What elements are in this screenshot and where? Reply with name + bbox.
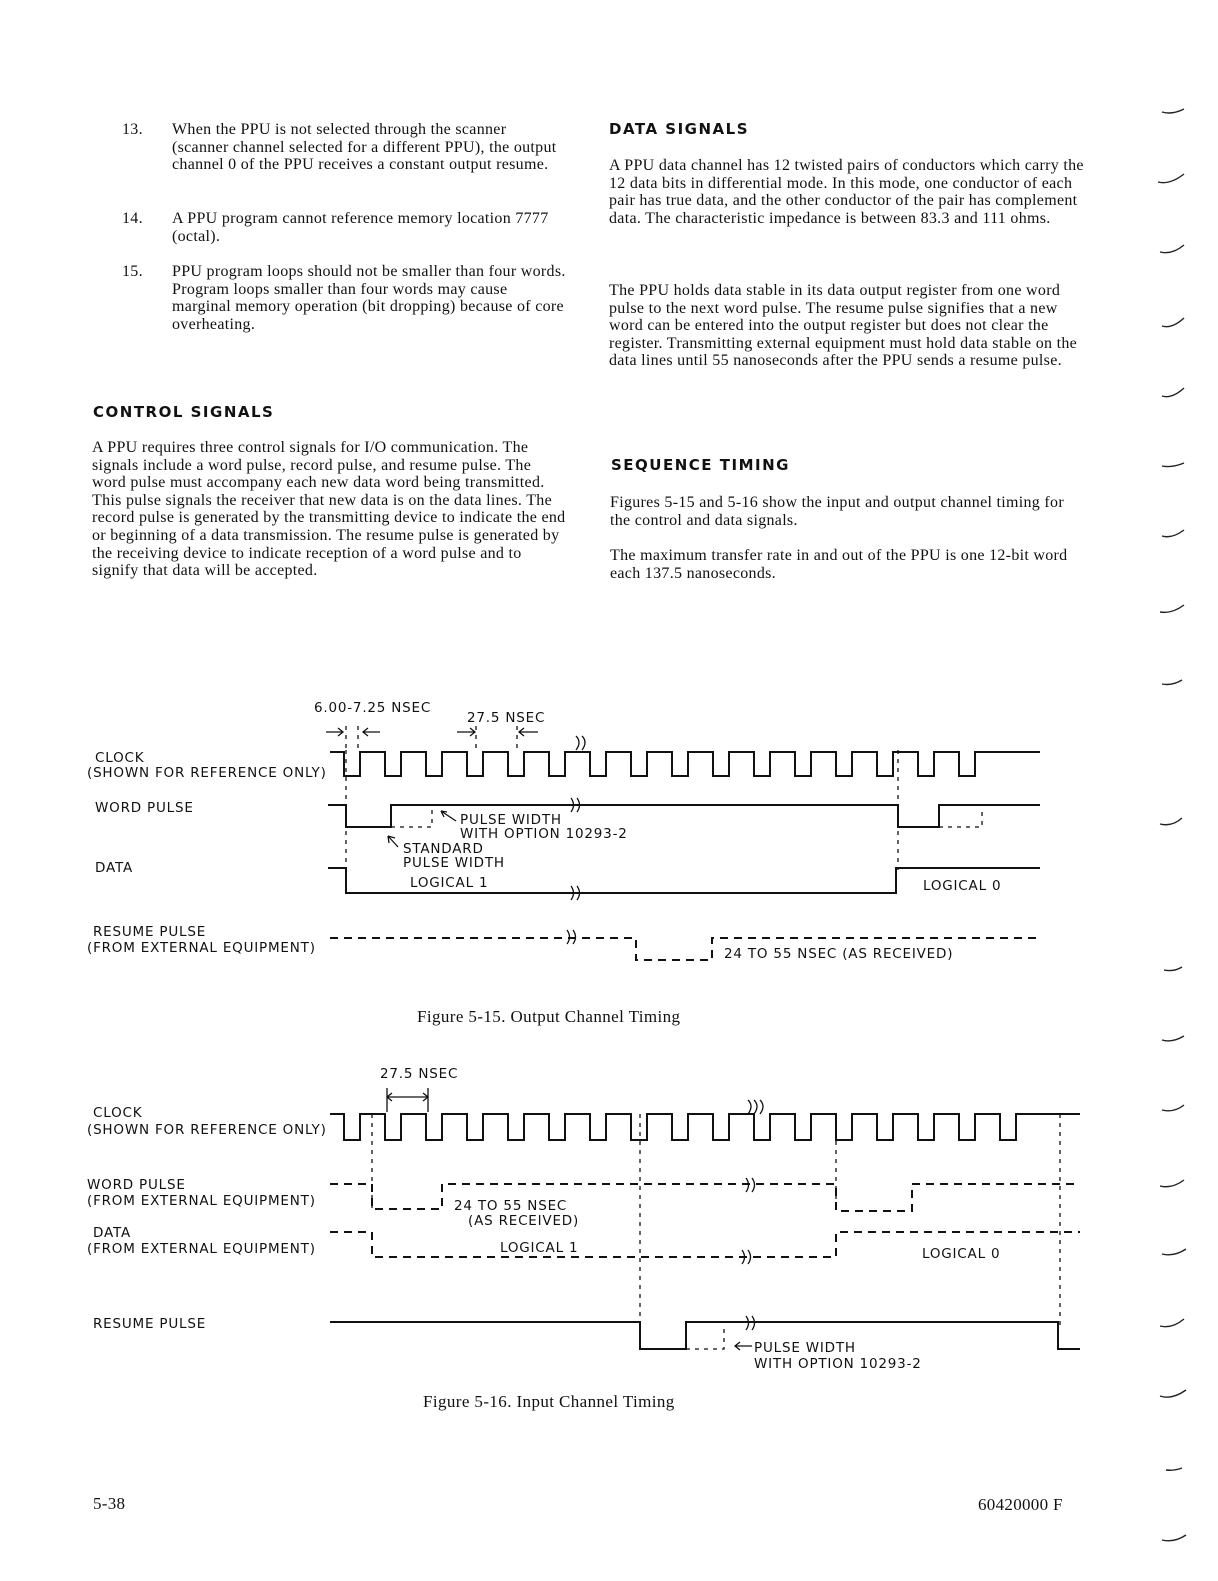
data-signals-heading: DATA SIGNALS <box>609 120 750 138</box>
standard-sublabel: PULSE WIDTH <box>403 855 505 871</box>
data-label: DATA <box>95 860 133 876</box>
data-label: DATA <box>93 1225 131 1241</box>
sequence-timing-para-2: The maximum transfer rate in and out of the PPU is one 12-bit word each 137.5 nanoseconds. <box>610 547 1068 582</box>
output-channel-timing-diagram <box>0 690 1218 990</box>
control-signals-heading: CONTROL SIGNALS <box>93 403 275 421</box>
word-pulse-waveform <box>328 805 1040 827</box>
clock-label: CLOCK <box>93 1105 143 1121</box>
timing-arrows <box>326 726 538 752</box>
logical-1-label: LOGICAL 1 <box>500 1240 579 1256</box>
page-number: 5-38 <box>93 1494 126 1513</box>
figure-5-15-caption: Figure 5-15. Output Channel Timing <box>417 1007 681 1026</box>
document-number: 60420000 F <box>978 1495 1063 1514</box>
clock-waveform <box>330 752 1040 776</box>
sequence-timing-heading: SEQUENCE TIMING <box>611 456 790 474</box>
word-pulse-label: WORD PULSE <box>95 800 194 816</box>
pulse-width-arrow <box>735 1342 752 1350</box>
item-number: 13. <box>122 121 143 138</box>
data-signals-para-1: A PPU data channel has 12 twisted pairs of conductors which carry the 12 data bits in differential mode. In this mode, one conductor of each pair has true data, and the other conductor of the pair has complement data. The characteristic impedance is between 83.3 and 111 ohms. <box>609 157 1084 227</box>
item-text: PPU program loops should not be smaller than four words. Program loops smaller than four words may cause marginal memory operation (bit dropping) because of core overheating. <box>172 263 566 333</box>
clock-break-mark <box>748 1100 763 1114</box>
word-pulse-waveform <box>330 1184 1080 1211</box>
logical-1-label: LOGICAL 1 <box>410 875 489 891</box>
standard-label: STANDARD <box>403 841 484 857</box>
pulse-width-sublabel: WITH OPTION 10293-2 <box>460 826 628 842</box>
timing-arrow <box>387 1088 428 1112</box>
clock-sublabel: (SHOWN FOR REFERENCE ONLY) <box>87 765 327 781</box>
data-sublabel: (FROM EXTERNAL EQUIPMENT) <box>87 1241 316 1257</box>
data-signals-para-2: The PPU holds data stable in its data output register from one word pulse to the next word pulse. The resume pulse signifies that a new word can be entered into the output register but does not clear the register. Transmitting external equipment must hold data stable on the data lines until 55 nanoseconds after the PPU sends a resume pulse. <box>609 282 1078 370</box>
resume-pulse-label: RESUME PULSE <box>93 1316 207 1332</box>
logical-0-label: LOGICAL 0 <box>923 878 1002 894</box>
list-item-14 <box>122 210 567 245</box>
pulse-width-arrow <box>441 811 456 821</box>
word-note: 24 TO 55 NSEC <box>454 1198 568 1214</box>
logical-0-label: LOGICAL 0 <box>922 1246 1001 1262</box>
resume-pulse-waveform <box>330 1322 1080 1349</box>
timing-label: 27.5 NSEC <box>380 1066 459 1082</box>
clock-waveform <box>330 1114 1080 1140</box>
pulse-width-label: PULSE WIDTH <box>460 812 562 828</box>
standard-arrow <box>388 836 398 847</box>
list-item-15 <box>122 263 567 333</box>
clock-sublabel: (SHOWN FOR REFERENCE ONLY) <box>87 1122 327 1138</box>
timing-label-2: 27.5 NSEC <box>467 710 546 726</box>
resume-pulse-label: RESUME PULSE <box>93 924 207 940</box>
clock-break-mark <box>576 736 585 750</box>
resume-note: 24 TO 55 NSEC (AS RECEIVED) <box>724 946 954 962</box>
list-item-13 <box>122 121 567 174</box>
binding-edge-marks <box>1150 100 1190 1560</box>
resume-pulse-sublabel: (FROM EXTERNAL EQUIPMENT) <box>87 940 316 956</box>
timing-label-1: 6.00-7.25 NSEC <box>314 700 432 716</box>
pulse-width-label: PULSE WIDTH <box>754 1340 856 1356</box>
clock-label: CLOCK <box>95 750 145 766</box>
pulse-width-sublabel: WITH OPTION 10293-2 <box>754 1356 922 1372</box>
resume-option-width <box>686 1328 724 1349</box>
input-channel-timing-diagram <box>0 1060 1218 1380</box>
figure-5-16-caption: Figure 5-16. Input Channel Timing <box>423 1392 675 1411</box>
word-note-sub: (AS RECEIVED) <box>468 1213 580 1229</box>
word-pulse-sublabel: (FROM EXTERNAL EQUIPMENT) <box>87 1193 316 1209</box>
word-pulse-label: WORD PULSE <box>87 1177 186 1193</box>
item-number: 14. <box>122 210 143 227</box>
item-text: A PPU program cannot reference memory location 7777 (octal). <box>172 210 549 245</box>
control-signals-text: A PPU requires three control signals for I/O communication. The signals include a word pulse, record pulse, and resume pulse. The word pulse must accompany each new data word being transmitted. This pulse signals the receiver that new data is on the data lines. The record pulse is generated by the transmitting device to indicate the end or beginning of a data transmission. The resume pulse is generated by the receiving device to indicate reception of a word pulse and to signify that data will be accepted. <box>92 439 566 580</box>
item-number: 15. <box>122 263 143 280</box>
sequence-timing-para-1: Figures 5-15 and 5-16 show the input and output channel timing for the control and data signals. <box>610 494 1064 529</box>
item-text: When the PPU is not selected through the scanner (scanner channel selected for a different PPU), the output channel 0 of the PPU receives a constant output resume. <box>172 121 557 174</box>
